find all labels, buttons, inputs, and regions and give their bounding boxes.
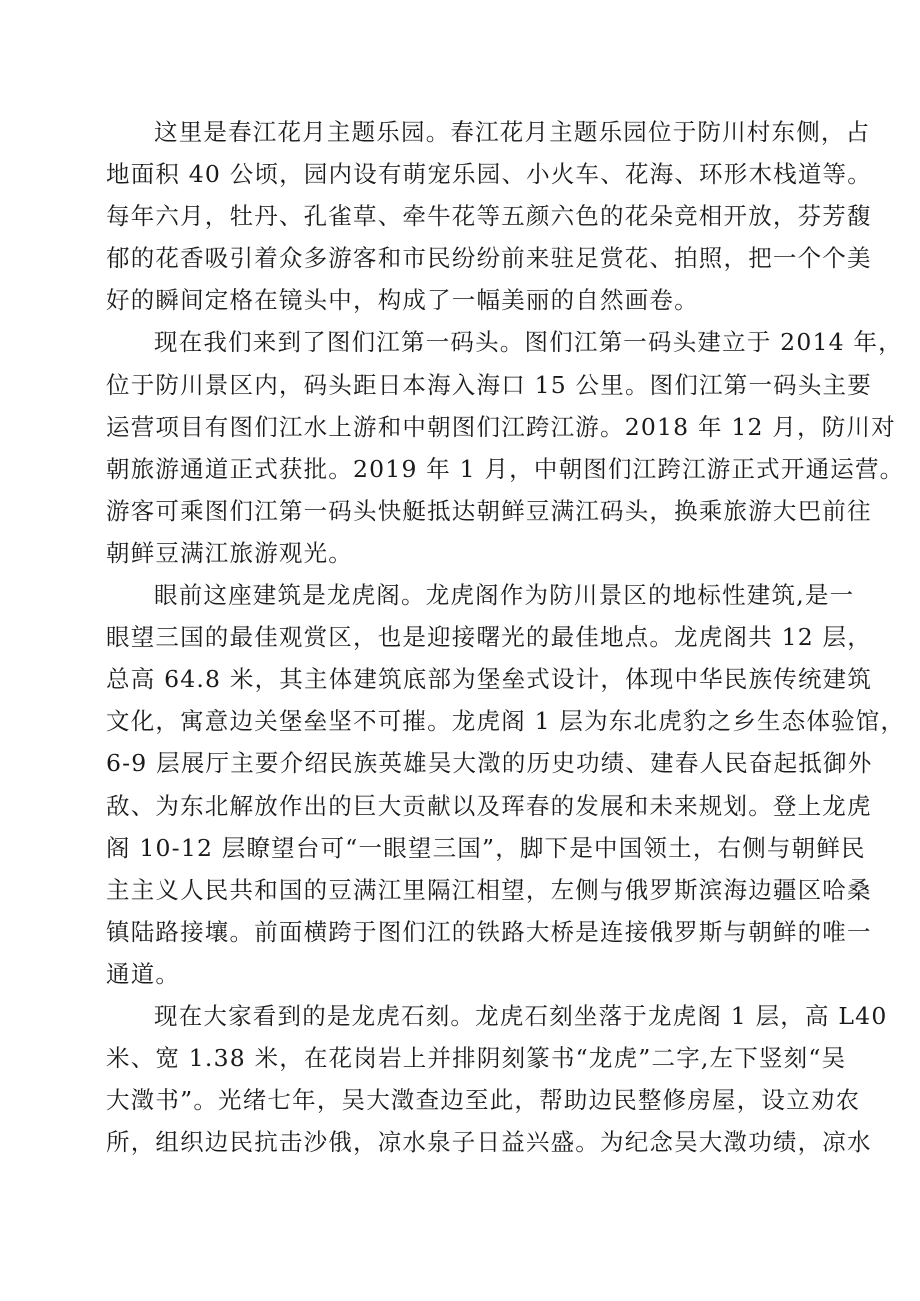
text-line: 地面积 40 公顷，园内设有萌宠乐园、小火车、花海、环形木栈道等。 [106,160,872,189]
text-line: 6-9 层展厅主要介绍民族英雄吴大澂的历史功绩、建春人民奋起抵御外 [106,749,873,778]
text-line: 现在我们来到了图们江第一码头。图们江第一码头建立于 2014 年， [154,328,903,357]
text-line: 现在大家看到的是龙虎石刻。龙虎石刻坐落于龙虎阁 1 层，高 L40 [154,1001,888,1030]
paragraph-tumen-river-dock [106,321,905,574]
text-line: 眼望三国的最佳观赏区，也是迎接曙光的最佳地点。龙虎阁共 12 层， [106,623,872,652]
paragraph-spring-river-park [106,111,872,321]
text-line: 好的瞬间定格在镜头中，构成了一幅美丽的自然画卷。 [106,286,699,315]
text-line: 阁 10-12 层瞭望台可“一眼望三国”，脚下是中国领土，右侧与朝鲜民 [106,833,866,862]
paragraph-longhu-stone-carving [106,995,888,1163]
paragraph-longhu-pavilion [106,574,906,995]
text-line: 每年六月，牡丹、孔雀草、牵牛花等五颜六色的花朵竞相开放，芬芳馥 [106,202,872,231]
text-line: 郁的花香吸引着众多游客和市民纷纷前来驻足赏花、拍照，把一个个美 [106,244,872,273]
document-body [106,111,906,1163]
text-line: 主主义人民共和国的豆满江里隔江相望，左侧与俄罗斯滨海边疆区哈桑 [106,875,872,904]
text-line: 通道。 [106,959,181,988]
text-line: 运营项目有图们江水上游和中朝图们江跨江游。2018 年 12 月，防川对 [106,412,896,441]
text-line: 朝鲜豆满江旅游观光。 [106,538,353,567]
text-line: 眼前这座建筑是龙虎阁。龙虎阁作为防川景区的地标性建筑,是一 [154,581,855,610]
text-line: 镇陆路接壤。前面横跨于图们江的铁路大桥是连接俄罗斯与朝鲜的唯一 [106,917,872,946]
text-line: 大澂书”。光绪七年，吴大澂查边至此，帮助边民整修房屋，设立劝农 [106,1086,861,1115]
text-line: 游客可乘图们江第一码头快艇抵达朝鲜豆满江码头，换乘旅游大巴前往 [106,496,872,525]
text-line: 这里是春江花月主题乐园。春江花月主题乐园位于防川村东侧，占 [154,118,871,146]
text-line: 敌、为东北解放作出的巨大贡献以及珲春的发展和未来规划。登上龙虎 [106,791,872,820]
text-line: 文化，寓意边关堡垒坚不可摧。龙虎阁 1 层为东北虎豹之乡生态体验馆， [106,707,906,736]
text-line: 位于防川景区内，码头距日本海入海口 15 公里。图们江第一码头主要 [106,370,872,399]
text-line: 所，组织边民抗击沙俄，凉水泉子日益兴盛。为纪念吴大澂功绩，凉水 [106,1128,872,1157]
text-line: 朝旅游通道正式获批。2019 年 1 月，中朝图们江跨江游正式开通运营。 [106,454,905,483]
text-line: 总高 64.8 米，其主体建筑底部为堡垒式设计，体现中华民族传统建筑 [106,665,873,694]
text-line: 米、宽 1.38 米，在花岗岩上并排阴刻篆书“龙虎”二字,左下竖刻“吴 [106,1044,847,1073]
